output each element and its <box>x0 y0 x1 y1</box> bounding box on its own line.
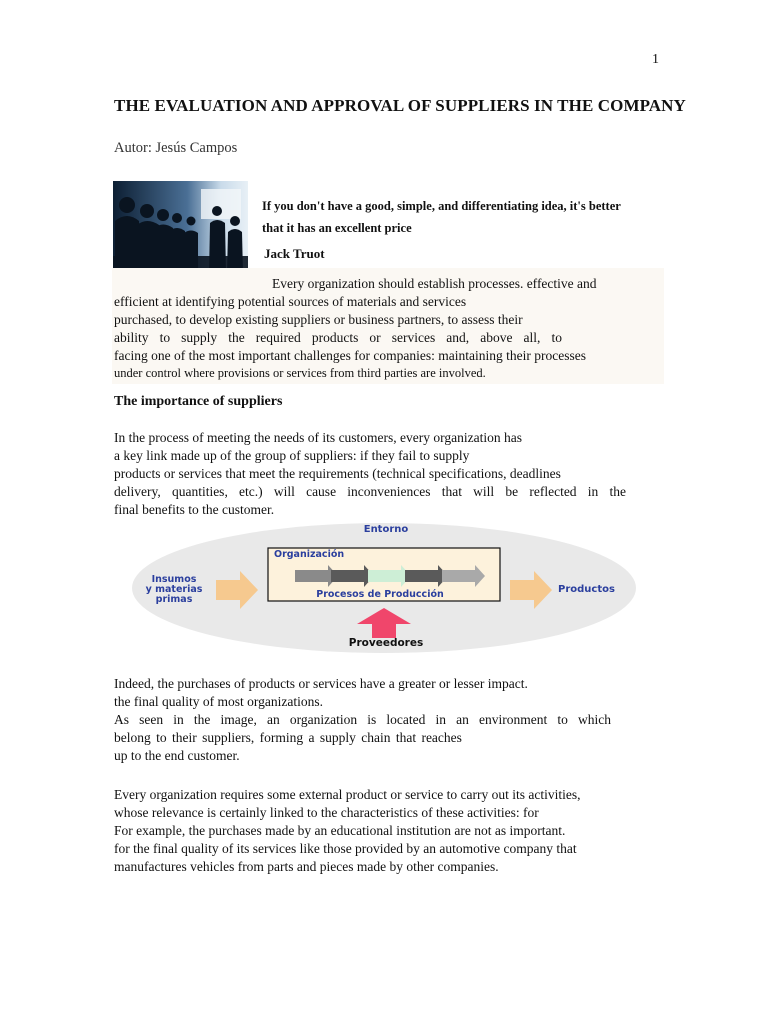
intro-line: facing one of the most important challenges for companies: maintaining their processes <box>114 348 586 363</box>
supply-chain-diagram <box>128 518 640 656</box>
paragraph-line: products or services that meet the requirements (technical specifications, deadlines <box>114 466 561 481</box>
inputs-label: Insumos <box>151 574 197 585</box>
intro-line: efficient at identifying potential sources of materials and services <box>114 294 467 309</box>
paragraph-line: delivery, quantities, etc.) will cause inconveniences that will be reflected in the <box>114 484 626 499</box>
meeting-silhouettes-image <box>113 181 248 274</box>
paragraph-line: Indeed, the purchases of products or services have a greater or lesser impact. <box>114 676 528 691</box>
author-line: Autor: Jesús Campos <box>114 140 238 156</box>
paragraph-line: In the process of meeting the needs of its customers, every organization has <box>114 430 523 445</box>
paragraph-line: whose relevance is certainly linked to the characteristics of these activities: for <box>114 805 539 820</box>
intro-line: Every organization should establish processes. effective and <box>272 276 597 291</box>
paragraph-line: up to the end customer. <box>114 748 240 763</box>
paragraph-line: Every organization requires some external product or service to carry out its activities, <box>114 787 581 802</box>
intro-line: ability to supply the required products or services and, above all, to <box>114 330 562 345</box>
paragraph-line: final benefits to the customer. <box>114 502 275 517</box>
environment-label: Entorno <box>363 524 409 535</box>
paragraph-line: a key link made up of the group of suppliers: if they fail to supply <box>114 448 470 463</box>
outputs-label: Productos <box>558 584 615 595</box>
page-number: 1 <box>652 52 659 67</box>
paragraph-line: For example, the purchases made by an educational institution are not as important. <box>114 823 566 838</box>
paragraph-line: manufactures vehicles from parts and pieces made by other companies. <box>114 859 499 874</box>
meeting-photo <box>113 181 248 274</box>
epigraph-quote: If you don't have a good, simple, and differentiating idea, it's better that it has an excellent price <box>262 199 621 235</box>
paragraph-line: As seen in the image, an organization is located in an environment to which <box>114 712 611 727</box>
document-title: THE EVALUATION AND APPROVAL OF SUPPLIERS IN THE COMPANY <box>114 96 686 115</box>
inputs-label: y materias <box>145 584 203 595</box>
inputs-label: primas <box>155 594 193 605</box>
organization-label: Organización <box>274 549 345 560</box>
section-heading: The importance of suppliers <box>114 394 283 409</box>
intro-line: purchased, to develop existing suppliers or business partners, to assess their <box>114 312 523 327</box>
paragraph-line: for the final quality of its services like those provided by an automotive company that <box>114 841 577 856</box>
suppliers-label: Proveedores <box>348 637 424 649</box>
paragraph-line: the final quality of most organizations. <box>114 694 323 709</box>
paragraph-line: belong to their suppliers, forming a supply chain that reaches <box>114 730 462 745</box>
process-label: Procesos de Producción <box>316 589 444 600</box>
quote-author: Jack Truot <box>264 246 325 261</box>
intro-line: under control where provisions or services from third parties are involved. <box>114 366 486 380</box>
